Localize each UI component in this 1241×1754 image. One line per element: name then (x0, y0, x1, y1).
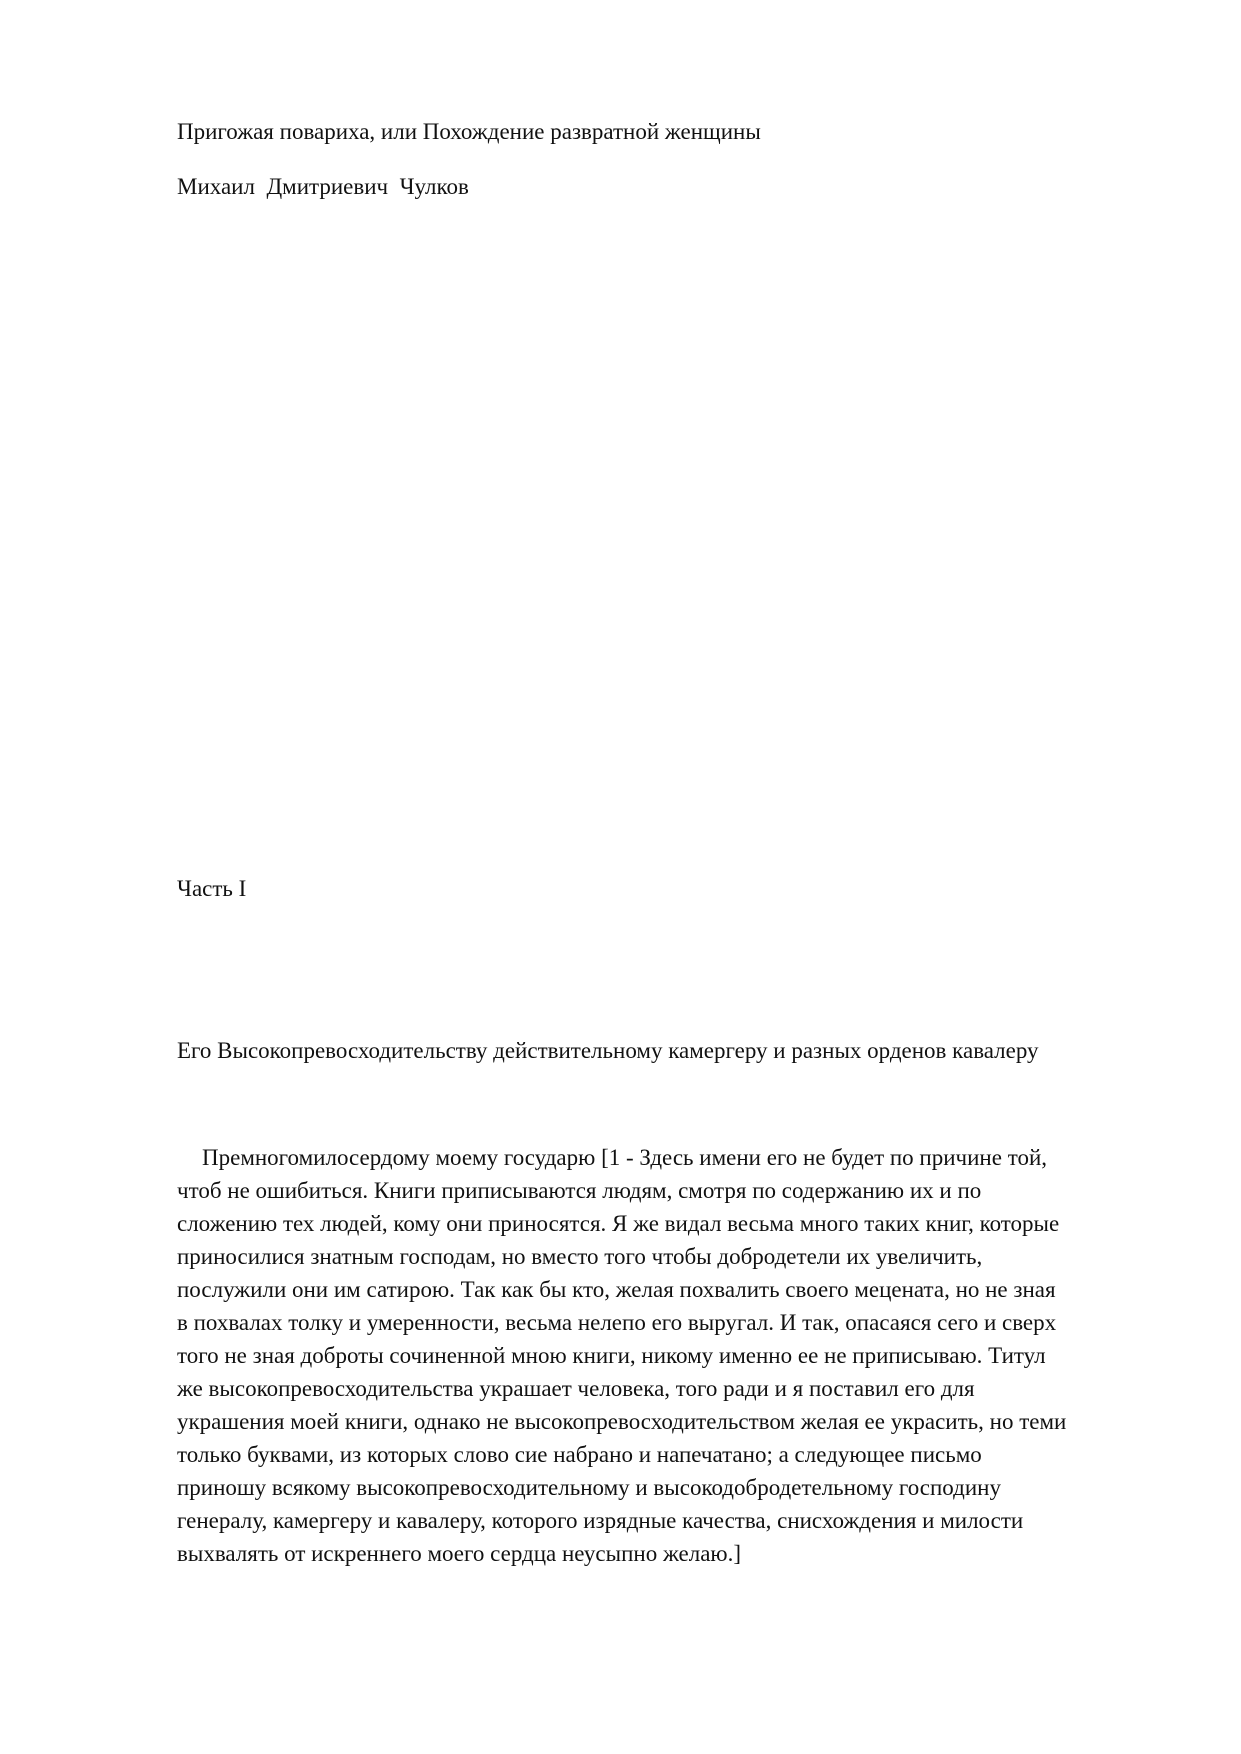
paragraph-line: же высокопревосходительства украшает человека, того ради и я поставил его для (177, 1376, 975, 1401)
part-heading: Часть I (177, 876, 247, 901)
dedication-line: Его Высокопревосходительству действительному камергеру и разных орденов кавалеру (177, 1038, 1039, 1063)
paragraph-line: приносилися знатным господам, но вместо того чтобы добродетели их увеличить, (177, 1244, 983, 1269)
paragraph-line: приношу всякому высокопревосходительному и высокодобродетельному господину (177, 1475, 1001, 1500)
paragraph-line: послужили они им сатирою. Так как бы кто, желая похвалить своего мецената, но не зная (177, 1277, 1056, 1302)
paragraph-line: чтоб не ошибиться. Книги приписываются людям, смотря по содержанию их и по (177, 1178, 982, 1203)
paragraph-line: в похвалах толку и умеренности, весьма нелепо его выругал. И так, опасаяся сего и сверх (177, 1310, 1057, 1335)
paragraph-line: выхвалять от искреннего моего сердца неусыпно желаю.] (177, 1541, 742, 1566)
paragraph-line: только буквами, из которых слово сие набрано и напечатано; а следующее письмо (177, 1442, 982, 1467)
paragraph-line: того не зная доброты сочиненной мною книги, никому именно ее не приписываю. Титул (177, 1343, 1046, 1368)
dedication-paragraph (177, 1141, 1066, 1570)
paragraph-line: Премногомилосердому моему государю [1 - Здесь имени его не будет по причине той, (202, 1145, 1048, 1170)
book-title: Пригожая повариха, или Похождение развратной женщины (177, 119, 761, 144)
paragraph-line: сложению тех людей, кому они приносятся. Я же видал весьма много таких книг, которые (177, 1211, 1060, 1236)
author-name: Михаил Дмитриевич Чулков (177, 174, 469, 199)
paragraph-line: генералу, камергеру и кавалеру, которого изрядные качества, снисхождения и милости (177, 1508, 1024, 1533)
paragraph-line: украшения моей книги, однако не высокопревосходительством желая ее украсить, но теми (177, 1409, 1067, 1434)
